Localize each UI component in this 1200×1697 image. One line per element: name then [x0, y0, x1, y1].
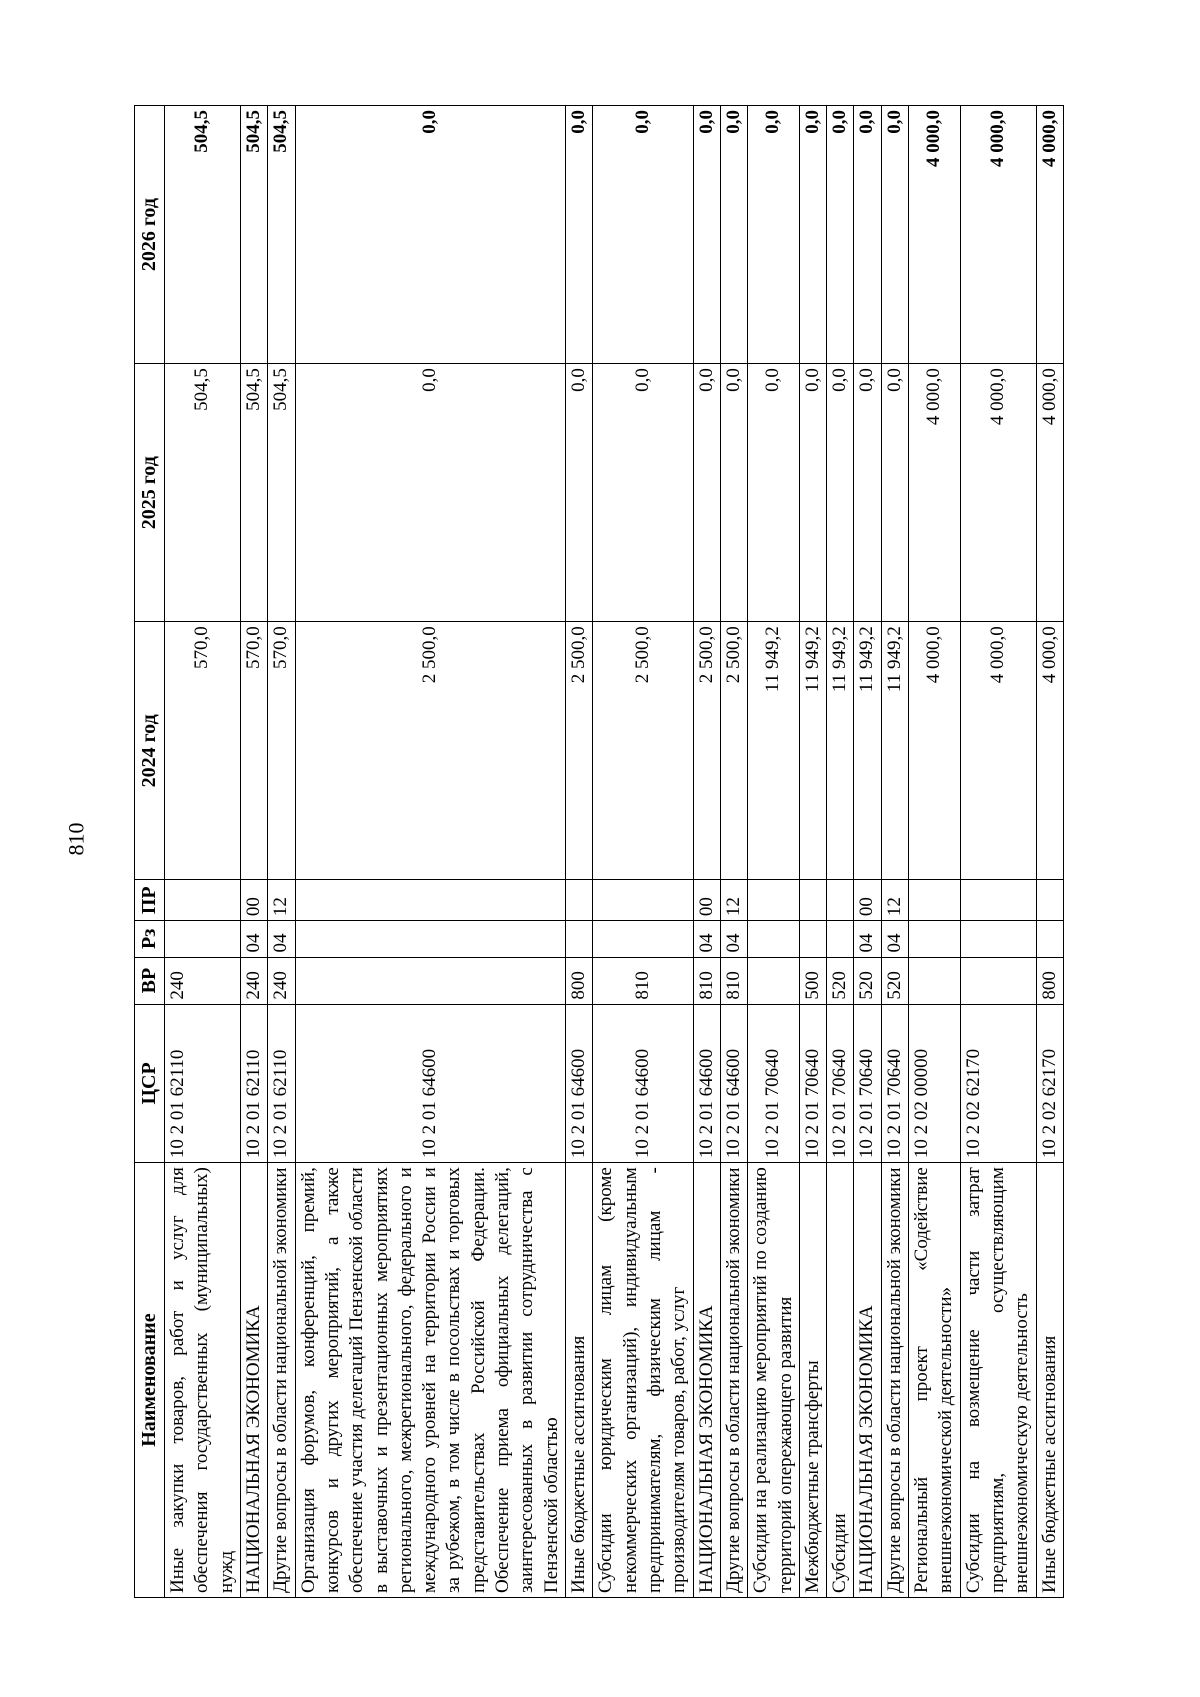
cell-2026: 0,0 — [854, 106, 881, 364]
cell-csr: 10 2 01 70640 — [748, 1004, 800, 1163]
cell-2024: 2 500,0 — [295, 622, 565, 880]
cell-rz — [566, 921, 593, 957]
cell-vr: 800 — [566, 957, 593, 1004]
cell-pr — [1036, 880, 1063, 921]
cell-pr: 12 — [268, 880, 295, 921]
budget-table — [134, 105, 1064, 1598]
cell-2025: 504,5 — [240, 364, 267, 622]
cell-2025: 0,0 — [566, 364, 593, 622]
cell-2026: 0,0 — [799, 106, 826, 364]
cell-rz: 04 — [854, 921, 881, 957]
cell-vr: 240 — [165, 957, 241, 1004]
cell-2025: 504,5 — [165, 364, 241, 622]
cell-csr: 10 2 01 70640 — [854, 1004, 881, 1163]
cell-csr: 10 2 01 64600 — [566, 1004, 593, 1163]
cell-rz: 04 — [693, 921, 720, 957]
table-row — [748, 106, 800, 1598]
cell-2025: 4 000,0 — [1036, 364, 1063, 622]
cell-2025: 0,0 — [720, 364, 747, 622]
header-name: Наименование — [135, 1163, 165, 1598]
cell-name: Субсидии — [827, 1163, 854, 1598]
cell-vr: 240 — [268, 957, 295, 1004]
table-row — [881, 106, 908, 1598]
cell-pr — [593, 880, 693, 921]
cell-2024: 2 500,0 — [693, 622, 720, 880]
header-csr: ЦСР — [135, 1004, 165, 1163]
cell-csr: 10 2 01 64600 — [295, 1004, 565, 1163]
table-row — [827, 106, 854, 1598]
cell-csr: 10 2 02 62170 — [1036, 1004, 1063, 1163]
cell-2025: 0,0 — [748, 364, 800, 622]
cell-csr: 10 2 01 64600 — [720, 1004, 747, 1163]
cell-vr: 500 — [799, 957, 826, 1004]
cell-2024: 11 949,2 — [854, 622, 881, 880]
cell-name: Иные закупки товаров, работ и услуг для обеспечения государственных (муниципальных) нужд — [165, 1163, 241, 1598]
cell-pr: 00 — [693, 880, 720, 921]
cell-2024: 570,0 — [165, 622, 241, 880]
cell-pr: 12 — [720, 880, 747, 921]
cell-csr: 10 2 01 70640 — [881, 1004, 908, 1163]
table-row — [240, 106, 267, 1598]
page-number: 810 — [63, 822, 89, 856]
cell-vr — [909, 957, 961, 1004]
cell-rz: 04 — [720, 921, 747, 957]
cell-rz: 04 — [881, 921, 908, 957]
table-row — [854, 106, 881, 1598]
cell-2024: 4 000,0 — [960, 622, 1036, 880]
cell-2025: 0,0 — [799, 364, 826, 622]
cell-pr — [748, 880, 800, 921]
cell-2026: 504,5 — [240, 106, 267, 364]
cell-csr: 10 2 02 00000 — [909, 1004, 961, 1163]
cell-2026: 504,5 — [268, 106, 295, 364]
cell-2026: 0,0 — [748, 106, 800, 364]
table-row — [295, 106, 565, 1598]
cell-pr — [165, 880, 241, 921]
header-vr: ВР — [135, 957, 165, 1004]
header-2025: 2025 год — [135, 364, 165, 622]
cell-rz — [748, 921, 800, 957]
cell-pr: 00 — [854, 880, 881, 921]
table-row — [1036, 106, 1063, 1598]
cell-2025: 0,0 — [854, 364, 881, 622]
cell-rz — [909, 921, 961, 957]
cell-2026: 4 000,0 — [1036, 106, 1063, 364]
cell-2024: 11 949,2 — [799, 622, 826, 880]
cell-2026: 0,0 — [720, 106, 747, 364]
cell-csr: 10 2 01 64600 — [693, 1004, 720, 1163]
cell-csr: 10 2 01 62110 — [268, 1004, 295, 1163]
cell-2025: 0,0 — [593, 364, 693, 622]
cell-2026: 0,0 — [593, 106, 693, 364]
cell-2025: 0,0 — [827, 364, 854, 622]
cell-2026: 504,5 — [165, 106, 241, 364]
cell-2024: 11 949,2 — [827, 622, 854, 880]
cell-2026: 0,0 — [566, 106, 593, 364]
cell-2024: 570,0 — [240, 622, 267, 880]
cell-pr — [295, 880, 565, 921]
cell-name: Организация форумов, конференций, премий, конкурсов и других мероприятий, а также обеспечение участия делегаций Пензенской области в выставочных и презентационных мероприятиях регионального, межрегионального, федерального и международного уровней на территории России и за рубежом, в том числе в посольствах и торговых представительствах Российской Федерации. Обеспечение приема официальных делегаций, заинтересованных в развитии сотрудничества с Пензенской областью — [295, 1163, 565, 1598]
cell-pr — [827, 880, 854, 921]
cell-csr: 10 2 01 62110 — [165, 1004, 241, 1163]
table-row — [165, 106, 241, 1598]
cell-rz — [593, 921, 693, 957]
cell-name: Субсидии юридическим лицам (кроме некоммерческих организаций), индивидуальным предпринимателям, физическим лицам - производителям товаров, работ, услуг — [593, 1163, 693, 1598]
table-row — [960, 106, 1036, 1598]
cell-vr: 810 — [693, 957, 720, 1004]
table-row — [566, 106, 593, 1598]
cell-csr: 10 2 02 62170 — [960, 1004, 1036, 1163]
table-row — [799, 106, 826, 1598]
cell-name: Субсидии на реализацию мероприятий по созданию территорий опережающего развития — [748, 1163, 800, 1598]
cell-pr — [799, 880, 826, 921]
cell-2025: 0,0 — [295, 364, 565, 622]
cell-pr — [909, 880, 961, 921]
cell-vr — [748, 957, 800, 1004]
cell-rz — [960, 921, 1036, 957]
cell-2026: 0,0 — [693, 106, 720, 364]
cell-vr — [295, 957, 565, 1004]
cell-rz: 04 — [268, 921, 295, 957]
cell-2026: 0,0 — [827, 106, 854, 364]
cell-pr — [960, 880, 1036, 921]
cell-rz — [295, 921, 565, 957]
cell-2024: 4 000,0 — [1036, 622, 1063, 880]
cell-2024: 11 949,2 — [748, 622, 800, 880]
cell-name: Иные бюджетные ассигнования — [1036, 1163, 1063, 1598]
cell-pr — [566, 880, 593, 921]
table-row — [593, 106, 693, 1598]
header-rz: Рз — [135, 921, 165, 957]
cell-rz — [165, 921, 241, 957]
cell-name: Другие вопросы в области национальной экономики — [268, 1163, 295, 1598]
cell-vr: 240 — [240, 957, 267, 1004]
cell-2024: 11 949,2 — [881, 622, 908, 880]
cell-2025: 0,0 — [693, 364, 720, 622]
table-header-row — [135, 106, 165, 1598]
cell-name: Межбюджетные трансферты — [799, 1163, 826, 1598]
cell-vr: 810 — [593, 957, 693, 1004]
header-2024: 2024 год — [135, 622, 165, 880]
cell-2024: 4 000,0 — [909, 622, 961, 880]
cell-rz: 04 — [240, 921, 267, 957]
cell-rz — [1036, 921, 1063, 957]
cell-vr — [960, 957, 1036, 1004]
cell-name: Другие вопросы в области национальной экономики — [720, 1163, 747, 1598]
table-row — [693, 106, 720, 1598]
cell-2026: 0,0 — [295, 106, 565, 364]
cell-2026: 0,0 — [881, 106, 908, 364]
table-row — [720, 106, 747, 1598]
cell-vr: 520 — [881, 957, 908, 1004]
cell-name: Региональный проект «Содействие внешнеэкономической деятельности» — [909, 1163, 961, 1598]
table-row — [909, 106, 961, 1598]
header-pr: ПР — [135, 880, 165, 921]
cell-name: Другие вопросы в области национальной экономики — [881, 1163, 908, 1598]
table-row — [268, 106, 295, 1598]
cell-csr: 10 2 01 62110 — [240, 1004, 267, 1163]
cell-2024: 2 500,0 — [593, 622, 693, 880]
cell-csr: 10 2 01 70640 — [827, 1004, 854, 1163]
cell-vr: 520 — [854, 957, 881, 1004]
cell-2024: 2 500,0 — [720, 622, 747, 880]
cell-2025: 4 000,0 — [909, 364, 961, 622]
cell-name: Субсидии на возмещение части затрат предприятиям, осуществляющим внешнеэкономическую деятельность — [960, 1163, 1036, 1598]
cell-rz — [799, 921, 826, 957]
cell-name: НАЦИОНАЛЬНАЯ ЭКОНОМИКА — [854, 1163, 881, 1598]
cell-name: НАЦИОНАЛЬНАЯ ЭКОНОМИКА — [240, 1163, 267, 1598]
budget-table-container — [134, 105, 1060, 1598]
cell-2026: 4 000,0 — [960, 106, 1036, 364]
cell-name: НАЦИОНАЛЬНАЯ ЭКОНОМИКА — [693, 1163, 720, 1598]
cell-2025: 504,5 — [268, 364, 295, 622]
cell-rz — [827, 921, 854, 957]
cell-2024: 570,0 — [268, 622, 295, 880]
cell-csr: 10 2 01 70640 — [799, 1004, 826, 1163]
cell-name: Иные бюджетные ассигнования — [566, 1163, 593, 1598]
cell-vr: 810 — [720, 957, 747, 1004]
cell-2026: 4 000,0 — [909, 106, 961, 364]
cell-2025: 4 000,0 — [960, 364, 1036, 622]
cell-pr: 00 — [240, 880, 267, 921]
cell-vr: 520 — [827, 957, 854, 1004]
cell-csr: 10 2 01 64600 — [593, 1004, 693, 1163]
cell-2024: 2 500,0 — [566, 622, 593, 880]
cell-2025: 0,0 — [881, 364, 908, 622]
header-2026: 2026 год — [135, 106, 165, 364]
cell-pr: 12 — [881, 880, 908, 921]
cell-vr: 800 — [1036, 957, 1063, 1004]
